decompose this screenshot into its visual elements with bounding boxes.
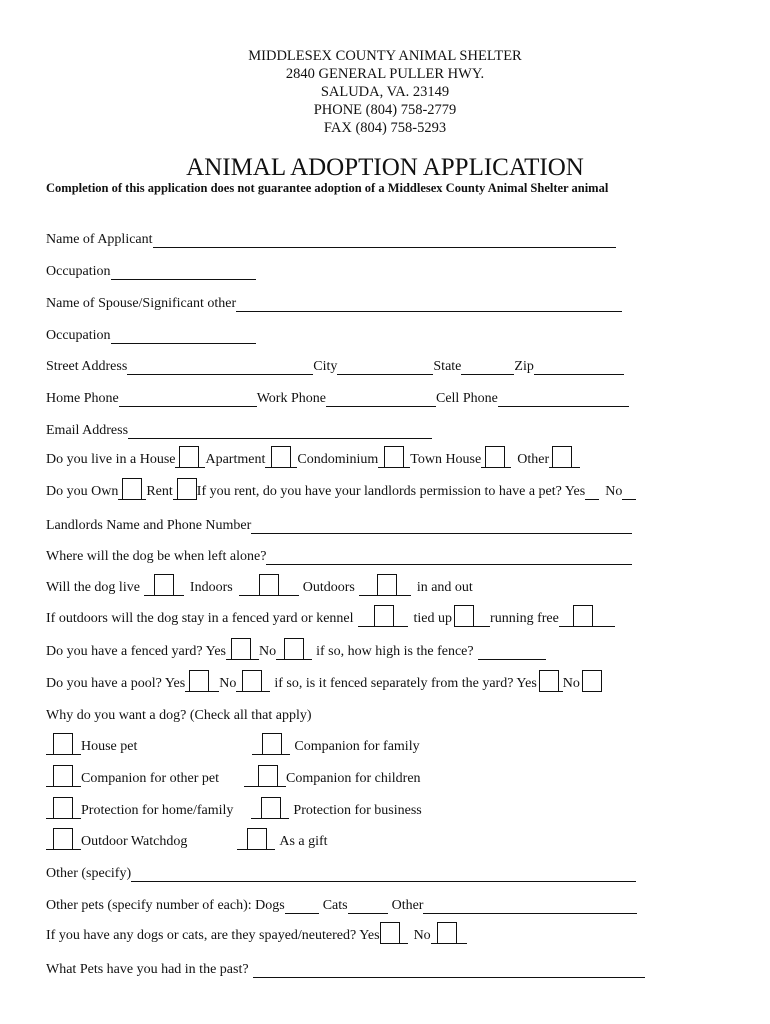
blank (251, 802, 261, 819)
pool-fenced-label: if so, is it fenced separately from the yard? Yes (274, 676, 537, 691)
townhouse-checkbox[interactable] (485, 446, 505, 468)
gift-checkbox[interactable] (247, 828, 267, 850)
blank (281, 802, 289, 819)
residence-prompt: Do you live in a House (46, 452, 176, 467)
pool-no-checkbox[interactable] (242, 670, 262, 692)
blank (457, 927, 467, 944)
blank (282, 738, 290, 755)
blank (251, 643, 259, 660)
blank (276, 643, 284, 660)
spouse-label: Name of Spouse/Significant other (46, 296, 237, 311)
shelter-address-line2: SALUDA, VA. 23149 (320, 84, 450, 100)
occupation-label: Occupation (46, 264, 111, 279)
other-pets-prompt: Other pets (specify number of each): Dogs (46, 898, 285, 913)
row-outdoor-containment (46, 603, 615, 627)
rent-label: Rent (146, 484, 173, 499)
row-own-rent (46, 476, 636, 500)
state-field[interactable] (461, 358, 514, 375)
row-spouse-occupation (46, 320, 256, 344)
permission-no-field[interactable] (622, 483, 636, 500)
rent-checkbox[interactable] (177, 478, 197, 500)
reason-row-1 (46, 731, 420, 755)
gift-label: As a gift (279, 834, 328, 849)
other-pets-other-label: Other (391, 898, 424, 913)
fence-height-field[interactable] (478, 643, 546, 660)
home-phone-label: Home Phone (46, 391, 119, 406)
protection-business-label: Protection for business (293, 803, 422, 818)
fenced-yard-prompt: Do you have a fenced yard? Yes (46, 644, 226, 659)
shelter-name: MIDDLESEX COUNTY ANIMAL SHELTER (248, 48, 522, 64)
row-past-pets (46, 954, 645, 978)
applicant-name-label: Name of Applicant (46, 232, 153, 247)
house-checkbox[interactable] (179, 446, 199, 468)
running-free-label: running free (490, 611, 559, 626)
street-field[interactable] (127, 358, 313, 375)
past-pets-field[interactable] (253, 961, 645, 978)
row-landlord (46, 510, 632, 534)
townhouse-label: Town House (410, 452, 482, 467)
applicant-name-field[interactable] (153, 231, 616, 248)
in-and-out-checkbox[interactable] (377, 574, 397, 596)
row-why-dog (46, 700, 312, 724)
spouse-field[interactable] (236, 295, 622, 312)
row-spouse (46, 288, 622, 312)
blank (174, 579, 184, 596)
blank (474, 610, 490, 627)
blank (46, 802, 53, 819)
blank (244, 770, 258, 787)
zip-label: Zip (514, 359, 534, 374)
permission-no-label: No (605, 484, 623, 499)
running-free-checkbox[interactable] (573, 605, 593, 627)
blank (237, 833, 247, 850)
other-specify-label: Other (specify) (46, 866, 132, 881)
in-and-out-label: in and out (416, 580, 473, 595)
companion-family-checkbox[interactable] (262, 733, 282, 755)
companion-children-checkbox[interactable] (258, 765, 278, 787)
row-left-alone (46, 541, 632, 565)
row-pool (46, 668, 602, 692)
blank (46, 770, 53, 787)
companion-pet-checkbox[interactable] (53, 765, 73, 787)
row-spayed (46, 920, 467, 944)
occupation-field[interactable] (111, 263, 256, 280)
outdoor-watchdog-checkbox[interactable] (53, 828, 73, 850)
work-phone-label: Work Phone (256, 391, 326, 406)
companion-family-label: Companion for family (294, 739, 420, 754)
blank (73, 833, 81, 850)
reason-row-2 (46, 763, 421, 787)
row-fenced-yard (46, 636, 546, 660)
landlord-permission-label: If you rent, do you have your landlords permission to have a pet? Yes (196, 484, 586, 499)
apartment-checkbox[interactable] (271, 446, 291, 468)
cats-label: Cats (322, 898, 348, 913)
blank (278, 770, 286, 787)
blank (397, 579, 411, 596)
blank (73, 770, 81, 787)
blank (46, 833, 53, 850)
other-pets-other-field[interactable] (423, 897, 637, 914)
row-other-specify (46, 858, 636, 882)
protection-home-checkbox[interactable] (53, 797, 73, 819)
companion-children-label: Companion for children (286, 771, 421, 786)
left-alone-label: Where will the dog be when left alone? (46, 549, 267, 564)
row-occupation (46, 256, 256, 280)
shelter-phone: PHONE (804) 758-2779 (313, 102, 457, 118)
row-email (46, 415, 432, 439)
blank (239, 579, 259, 596)
row-other-pets (46, 890, 637, 914)
other-residence-label: Other (517, 452, 550, 467)
own-label: Do you Own (46, 484, 119, 499)
companion-pet-label: Companion for other pet (81, 771, 220, 786)
tied-up-label: tied up (413, 611, 453, 626)
spayed-yes-checkbox[interactable] (380, 922, 400, 944)
blank (359, 579, 377, 596)
pool-yes-checkbox[interactable] (189, 670, 209, 692)
reason-row-4 (46, 826, 328, 850)
blank (394, 610, 408, 627)
blank (593, 610, 615, 627)
city-label: City (313, 359, 338, 374)
pool-fenced-no-label: No (562, 676, 580, 691)
outdoor-watchdog-label: Outdoor Watchdog (81, 834, 188, 849)
fence-height-label: if so, how high is the fence? (316, 644, 474, 659)
own-checkbox[interactable] (122, 478, 142, 500)
spayed-prompt: If you have any dogs or cats, are they spayed/neutered? Yes (46, 928, 380, 943)
blank (209, 675, 219, 692)
city-field[interactable] (337, 358, 433, 375)
fenced-kennel-checkbox[interactable] (374, 605, 394, 627)
form-title: ANIMAL ADOPTION APPLICATION (186, 154, 584, 181)
protection-business-checkbox[interactable] (261, 797, 281, 819)
cell-phone-label: Cell Phone (435, 391, 498, 406)
spouse-occupation-label: Occupation (46, 328, 111, 343)
other-specify-field[interactable] (131, 865, 636, 882)
zip-field[interactable] (534, 358, 624, 375)
spayed-no-checkbox[interactable] (437, 922, 457, 944)
outdoors-checkbox[interactable] (259, 574, 279, 596)
row-phones (46, 383, 629, 407)
row-applicant-name (46, 224, 616, 248)
form-disclaimer: Completion of this application does not guarantee adoption of a Middlesex County Animal Shelter animal (46, 181, 609, 195)
indoors-checkbox[interactable] (154, 574, 174, 596)
fenced-yard-yes-checkbox[interactable] (231, 638, 251, 660)
blank (559, 610, 573, 627)
permission-yes-field[interactable] (585, 483, 599, 500)
blank (505, 451, 511, 468)
blank (572, 451, 580, 468)
email-field[interactable] (128, 422, 432, 439)
blank (73, 738, 81, 755)
pool-fenced-no-checkbox[interactable] (582, 670, 602, 692)
pool-no-label: No (219, 676, 237, 691)
past-pets-label: What Pets have you had in the past? (46, 962, 249, 977)
pool-fenced-yes-checkbox[interactable] (539, 670, 559, 692)
street-label: Street Address (46, 359, 128, 374)
row-dog-live (46, 572, 473, 596)
blank (400, 927, 408, 944)
house-pet-label: House pet (81, 739, 138, 754)
shelter-address-line1: 2840 GENERAL PULLER HWY. (285, 66, 485, 82)
row-residence-type (46, 444, 580, 468)
tied-up-checkbox[interactable] (454, 605, 474, 627)
other-residence-checkbox[interactable] (552, 446, 572, 468)
outdoors-label: Outdoors (302, 580, 355, 595)
state-label: State (433, 359, 462, 374)
blank (262, 675, 270, 692)
cats-count-field[interactable] (348, 897, 388, 914)
home-phone-field[interactable] (119, 390, 257, 407)
blank (279, 579, 299, 596)
spouse-occupation-field[interactable] (111, 327, 256, 344)
house-pet-checkbox[interactable] (53, 733, 73, 755)
dog-live-prompt: Will the dog live (46, 580, 140, 595)
protection-home-label: Protection for home/family (81, 803, 234, 818)
blank (252, 738, 262, 755)
email-label: Email Address (46, 423, 129, 438)
condominium-checkbox[interactable] (384, 446, 404, 468)
fenced-yard-no-label: No (259, 644, 277, 659)
dogs-count-field[interactable] (285, 897, 319, 914)
cell-phone-field[interactable] (498, 390, 629, 407)
landlord-field[interactable] (251, 517, 632, 534)
blank (267, 833, 275, 850)
outdoor-containment-prompt: If outdoors will the dog stay in a fenced yard or kennel (46, 611, 354, 626)
why-dog-prompt: Why do you want a dog? (Check all that apply) (46, 708, 312, 723)
condominium-label: Condominium (297, 452, 379, 467)
spayed-no-label: No (413, 928, 431, 943)
apartment-label: Apartment (205, 452, 266, 467)
blank (304, 643, 312, 660)
pool-prompt: Do you have a pool? Yes (46, 676, 186, 691)
work-phone-field[interactable] (326, 390, 436, 407)
indoors-label: Indoors (189, 580, 233, 595)
blank (144, 579, 154, 596)
fenced-yard-no-checkbox[interactable] (284, 638, 304, 660)
left-alone-field[interactable] (266, 548, 632, 565)
shelter-fax: FAX (804) 758-5293 (323, 120, 447, 136)
reason-row-3 (46, 795, 422, 819)
landlord-label: Landlords Name and Phone Number (46, 518, 252, 533)
blank (358, 610, 374, 627)
blank (73, 802, 81, 819)
row-address (46, 351, 624, 375)
blank (46, 738, 53, 755)
